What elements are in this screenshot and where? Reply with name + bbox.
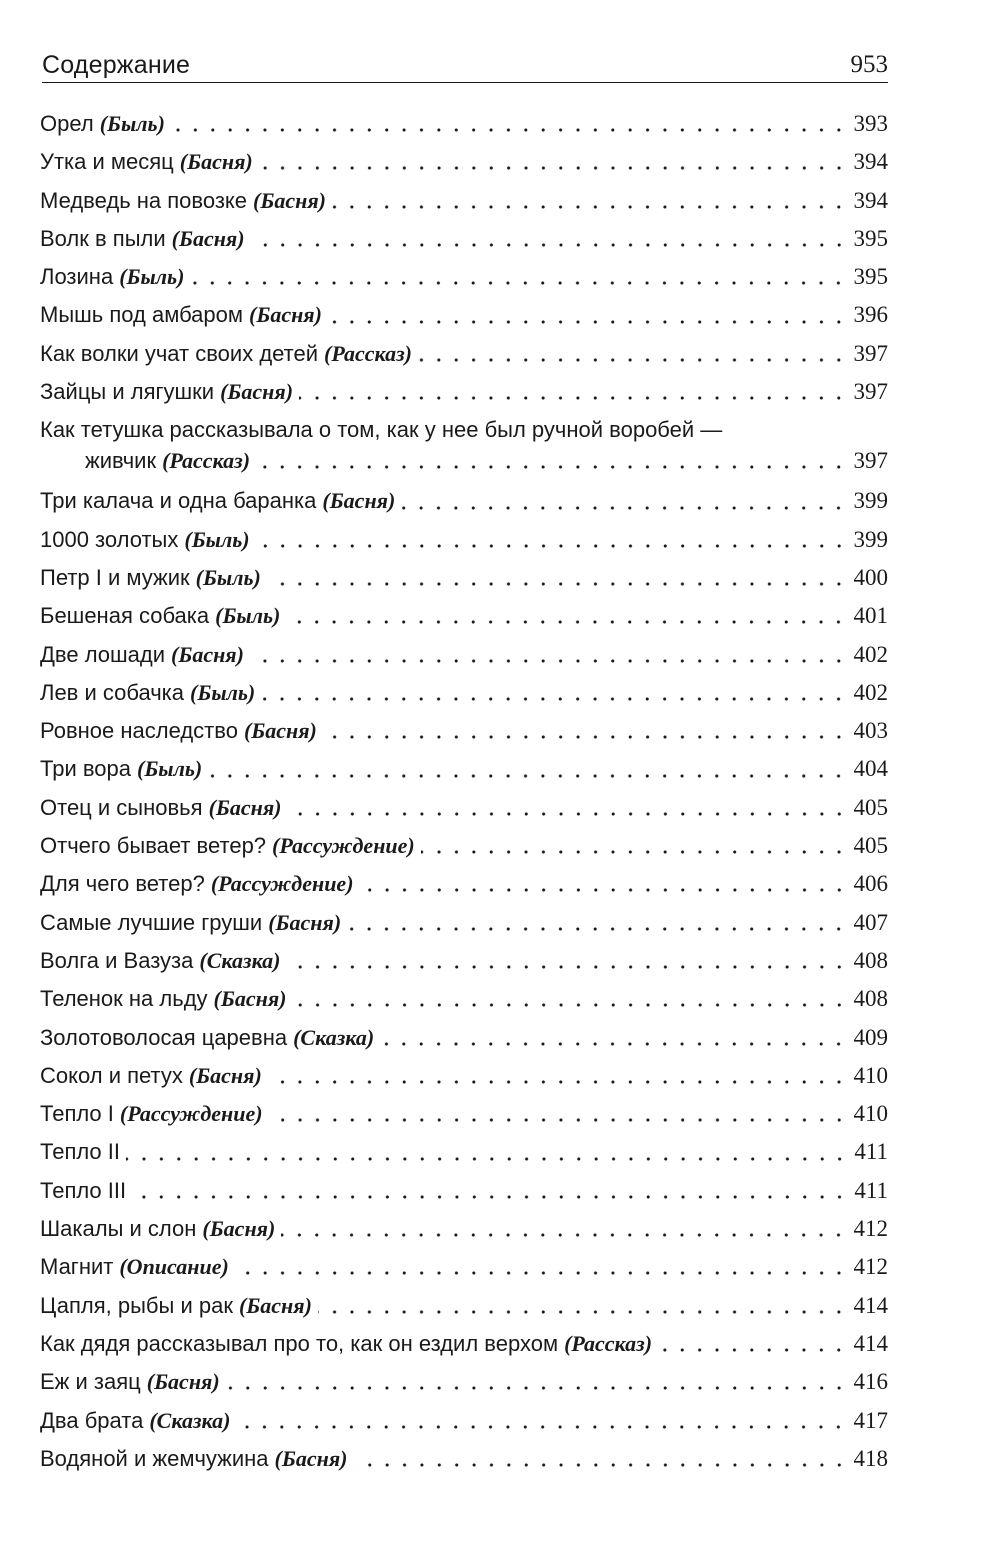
toc-entry-row xyxy=(40,942,888,980)
toc-entry-genre: (Сказка) xyxy=(293,1024,375,1050)
toc-entry-row xyxy=(40,1363,888,1401)
toc-entry-title: Петр I и мужик xyxy=(40,564,190,590)
dot-leader xyxy=(354,1456,848,1474)
toc-entry xyxy=(40,1287,888,1325)
toc-entry-page-number: 407 xyxy=(853,909,888,935)
dot-leader xyxy=(328,313,848,331)
toc-entry-row xyxy=(40,444,888,478)
toc-entry-title: Тепло II xyxy=(40,1139,121,1165)
toc-entry-genre: (Басня) xyxy=(274,1445,348,1471)
toc-entry-page-number: 399 xyxy=(853,526,888,552)
toc-entry-genre: (Басня) xyxy=(179,149,253,175)
toc-entry-title: Волк в пыли xyxy=(40,225,166,251)
header-title: Содержание xyxy=(42,51,191,79)
toc-entry-title: Самые лучшие груши xyxy=(40,909,263,935)
toc-entry xyxy=(40,373,888,411)
toc-entry-title: Как тетушка рассказывала о том, как у нее был ручной воробей — xyxy=(40,417,723,443)
toc-entry-title: Бешеная собака xyxy=(40,603,210,629)
toc-entry-genre: (Сказка) xyxy=(199,947,281,973)
toc-entry-row xyxy=(40,1095,888,1133)
dot-leader xyxy=(293,996,848,1014)
toc-entry-genre: (Сказка) xyxy=(149,1407,231,1433)
dot-leader xyxy=(332,198,848,216)
toc-entry-title: Орел xyxy=(40,111,94,136)
toc-entry-title: Отчего бывает ветер? xyxy=(40,833,267,859)
toc-entry-title: Три вора xyxy=(40,756,131,782)
dot-leader xyxy=(236,1418,847,1436)
toc-entry xyxy=(40,521,888,559)
dot-leader xyxy=(251,236,848,254)
toc-entry xyxy=(40,1325,888,1363)
running-header xyxy=(42,44,888,83)
toc-entry-title: Магнит xyxy=(40,1254,114,1280)
toc-entry-genre: (Быль) xyxy=(184,526,250,552)
toc-entry-genre: (Басня) xyxy=(243,718,317,744)
toc-entry-genre: (Басня) xyxy=(253,187,326,213)
toc-entry-title: Две лошади xyxy=(40,641,166,667)
dot-leader xyxy=(259,159,848,177)
toc-entry-row xyxy=(40,789,888,827)
toc-entry-genre: (Басня) xyxy=(146,1369,220,1395)
toc-entry-row xyxy=(40,904,888,942)
toc-entry-genre: (Басня) xyxy=(171,225,245,251)
toc-entry xyxy=(40,597,888,635)
dot-leader xyxy=(401,499,847,517)
toc-entry-title: Отец и сыновья xyxy=(40,794,203,820)
toc-entry xyxy=(40,1210,888,1248)
toc-entry-page-number: 418 xyxy=(853,1445,888,1471)
toc-entry xyxy=(40,904,888,942)
toc-entry-title: Как волки учат своих детей xyxy=(40,340,319,366)
toc-entry xyxy=(40,750,888,788)
toc-entry-row xyxy=(40,1325,888,1363)
toc-entry-page-number: 397 xyxy=(853,379,888,405)
toc-entry xyxy=(40,1057,888,1095)
dot-leader xyxy=(347,920,847,938)
toc-entry-title: Шакалы и слон xyxy=(40,1216,197,1242)
toc-entry-page-number: 404 xyxy=(853,756,888,782)
toc-entry-genre: (Рассказ) xyxy=(324,340,412,366)
dot-leader xyxy=(269,1111,848,1129)
table-of-contents xyxy=(40,105,888,1478)
toc-entry xyxy=(40,105,888,143)
toc-entry-row xyxy=(40,482,888,520)
toc-entry-page-number: 397 xyxy=(853,448,888,474)
toc-entry-title: Мышь под амбаром xyxy=(40,302,244,328)
dot-leader xyxy=(235,1264,848,1282)
toc-entry-genre: (Быль) xyxy=(190,679,256,705)
toc-entry xyxy=(40,712,888,750)
toc-entry-genre: (Басня) xyxy=(188,1062,262,1088)
toc-entry-row xyxy=(40,335,888,373)
toc-entry-page-number: 403 xyxy=(853,718,888,744)
toc-entry xyxy=(40,143,888,181)
toc-entry-genre: (Басня) xyxy=(249,302,322,328)
toc-entry-genre: (Рассказ) xyxy=(162,448,251,474)
toc-entry-row xyxy=(40,827,888,865)
toc-entry xyxy=(40,258,888,296)
dot-leader xyxy=(256,458,847,476)
toc-entry xyxy=(40,980,888,1018)
dot-leader xyxy=(132,1188,848,1206)
toc-entry xyxy=(40,1402,888,1440)
toc-entry-page-number: 411 xyxy=(854,1177,888,1203)
dot-leader xyxy=(226,1379,848,1397)
toc-entry-title: Утка и месяц xyxy=(40,149,174,175)
toc-entry-row xyxy=(40,258,888,296)
dot-leader xyxy=(658,1341,847,1359)
dot-leader xyxy=(286,613,847,631)
toc-entry-page-number: 408 xyxy=(853,986,888,1012)
toc-entry-row xyxy=(40,143,888,181)
toc-entry-page-number: 394 xyxy=(853,187,888,213)
toc-entry xyxy=(40,636,888,674)
dot-leader xyxy=(418,351,848,369)
toc-entry-page-number: 402 xyxy=(853,679,888,705)
toc-entry-row xyxy=(40,373,888,411)
toc-entry-row xyxy=(40,1402,888,1440)
dot-leader xyxy=(268,1073,848,1091)
toc-entry-page-number: 393 xyxy=(853,111,888,136)
toc-entry xyxy=(40,1133,888,1171)
toc-entry xyxy=(40,789,888,827)
toc-entry xyxy=(40,865,888,903)
toc-entry-page-number: 406 xyxy=(853,871,888,897)
toc-entry-row xyxy=(40,1440,888,1478)
toc-entry-page-number: 412 xyxy=(853,1254,888,1280)
toc-entry xyxy=(40,1019,888,1057)
toc-entry-page-number: 394 xyxy=(853,149,888,175)
toc-entry-title: Тепло III xyxy=(40,1177,127,1203)
toc-entry xyxy=(40,674,888,712)
toc-entry-row xyxy=(40,597,888,635)
toc-entry-row xyxy=(40,1057,888,1095)
toc-entry-genre: (Басня) xyxy=(213,986,287,1012)
dot-leader xyxy=(208,767,847,785)
dot-leader xyxy=(126,1150,848,1168)
toc-entry-row xyxy=(40,1019,888,1057)
toc-entry-row xyxy=(40,865,888,903)
toc-entry-page-number: 405 xyxy=(853,833,888,859)
toc-entry-title: Лев и собачка xyxy=(40,679,185,705)
toc-entry-page-number: 417 xyxy=(853,1407,888,1433)
toc-entry-row xyxy=(40,182,888,220)
toc-entry-row xyxy=(40,750,888,788)
dot-leader xyxy=(250,652,848,670)
toc-entry-title: Два брата xyxy=(40,1407,144,1433)
toc-entry-title: Зайцы и лягушки xyxy=(40,379,215,405)
toc-entry xyxy=(40,296,888,334)
dot-leader xyxy=(323,728,848,746)
toc-entry-title: Сокол и петух xyxy=(40,1062,183,1088)
toc-entry-page-number: 408 xyxy=(853,947,888,973)
toc-entry-page-number: 397 xyxy=(853,340,888,366)
dot-leader xyxy=(299,389,847,407)
toc-entry-title: Тепло I xyxy=(40,1101,114,1127)
toc-entry xyxy=(40,182,888,220)
dot-leader xyxy=(281,1226,847,1244)
toc-entry-row xyxy=(40,636,888,674)
toc-entry-page-number: 410 xyxy=(853,1062,888,1088)
dot-leader xyxy=(421,843,848,861)
dot-leader xyxy=(380,1035,847,1053)
toc-entry-row xyxy=(40,1133,888,1171)
toc-entry-title: Волга и Вазуза xyxy=(40,947,194,973)
toc-entry-genre: (Рассуждение) xyxy=(119,1101,263,1127)
toc-entry-row xyxy=(40,1287,888,1325)
toc-entry xyxy=(40,559,888,597)
toc-entry-row xyxy=(40,712,888,750)
toc-entry-title: Ровное наследство xyxy=(40,718,238,744)
toc-entry-row xyxy=(40,1210,888,1248)
toc-entry-row xyxy=(40,1172,888,1210)
dot-leader xyxy=(287,958,848,976)
toc-entry-row xyxy=(40,105,888,143)
toc-entry-genre: (Басня) xyxy=(238,1292,312,1318)
toc-entry-page-number: 402 xyxy=(853,641,888,667)
toc-entry xyxy=(40,1172,888,1210)
toc-entry-genre: (Быль) xyxy=(119,264,185,290)
toc-entry-row xyxy=(40,220,888,258)
toc-entry-genre: (Басня) xyxy=(268,909,342,935)
toc-entry xyxy=(40,415,888,482)
toc-entry-row xyxy=(40,296,888,334)
toc-entry-title: 1000 золотых xyxy=(40,526,179,552)
toc-entry-genre: (Рассуждение) xyxy=(210,871,354,897)
toc-entry-page-number: 411 xyxy=(854,1139,888,1165)
toc-entry xyxy=(40,220,888,258)
dot-leader xyxy=(360,881,848,899)
toc-entry-page-number: 414 xyxy=(853,1292,888,1318)
toc-entry-genre: (Быль) xyxy=(215,603,281,629)
toc-entry-genre: (Быль) xyxy=(195,564,261,590)
header-page-number: 953 xyxy=(850,51,888,78)
dot-leader xyxy=(318,1303,848,1321)
toc-entry-title: Золотоволосая царевна xyxy=(40,1024,288,1050)
toc-entry xyxy=(40,1095,888,1133)
toc-entry-page-number: 396 xyxy=(853,302,888,328)
toc-entry-genre: (Описание) xyxy=(119,1254,229,1280)
toc-entry-row xyxy=(40,674,888,712)
toc-entry-row xyxy=(40,980,888,1018)
toc-entry-page-number: 401 xyxy=(853,603,888,629)
toc-entry-page-number: 409 xyxy=(853,1024,888,1050)
toc-entry-genre: (Басня) xyxy=(220,379,294,405)
toc-entry xyxy=(40,1440,888,1478)
toc-entry-title: Еж и заяц xyxy=(40,1369,141,1395)
toc-entry-page-number: 414 xyxy=(853,1330,888,1356)
toc-entry-title: Теленок на льду xyxy=(40,986,208,1012)
toc-entry-page-number: 399 xyxy=(853,488,888,514)
dot-leader xyxy=(288,805,848,823)
toc-entry xyxy=(40,827,888,865)
dot-leader xyxy=(171,121,848,139)
toc-entry-title: Медведь на повозке xyxy=(40,187,248,213)
toc-entry-genre: (Рассказ) xyxy=(564,1330,653,1356)
toc-entry xyxy=(40,482,888,520)
toc-entry-genre: (Быль) xyxy=(99,111,165,136)
toc-entry-page-number: 405 xyxy=(853,794,888,820)
dot-leader xyxy=(190,274,847,292)
toc-entry-page-number: 416 xyxy=(853,1369,888,1395)
toc-entry-title-continuation: живчик xyxy=(85,448,157,474)
toc-entry-page-number: 395 xyxy=(853,264,888,290)
toc-entry-title: Как дядя рассказывал про то, как он ездил верхом xyxy=(40,1330,559,1356)
toc-entry-row xyxy=(40,521,888,559)
toc-entry-title: Три калача и одна баранка xyxy=(40,488,317,514)
dot-leader xyxy=(256,537,848,555)
toc-entry-title: Для чего ветер? xyxy=(40,871,205,897)
toc-entry-title: Цапля, рыбы и рак xyxy=(40,1292,233,1318)
toc-entry-row xyxy=(40,1248,888,1286)
toc-entry-page-number: 400 xyxy=(853,564,888,590)
toc-entry-genre: (Басня) xyxy=(208,794,282,820)
toc-entry-page-number: 410 xyxy=(853,1101,888,1127)
toc-entry-genre: (Басня) xyxy=(202,1216,276,1242)
toc-entry-genre: (Басня) xyxy=(322,488,396,514)
toc-entry-genre: (Быль) xyxy=(137,756,203,782)
toc-entry xyxy=(40,1248,888,1286)
toc-entry-genre: (Басня) xyxy=(171,641,244,667)
toc-entry-row xyxy=(40,559,888,597)
toc-entry-title: Водяной и жемчужина xyxy=(40,1445,269,1471)
toc-entry xyxy=(40,335,888,373)
dot-leader xyxy=(261,690,847,708)
dot-leader xyxy=(267,575,848,593)
toc-entry xyxy=(40,1363,888,1401)
toc-entry xyxy=(40,942,888,980)
toc-entry-genre: (Рассуждение) xyxy=(272,833,415,859)
toc-entry-page-number: 395 xyxy=(853,225,888,251)
toc-entry-title: Лозина xyxy=(40,264,114,290)
toc-entry-page-number: 412 xyxy=(853,1216,888,1242)
